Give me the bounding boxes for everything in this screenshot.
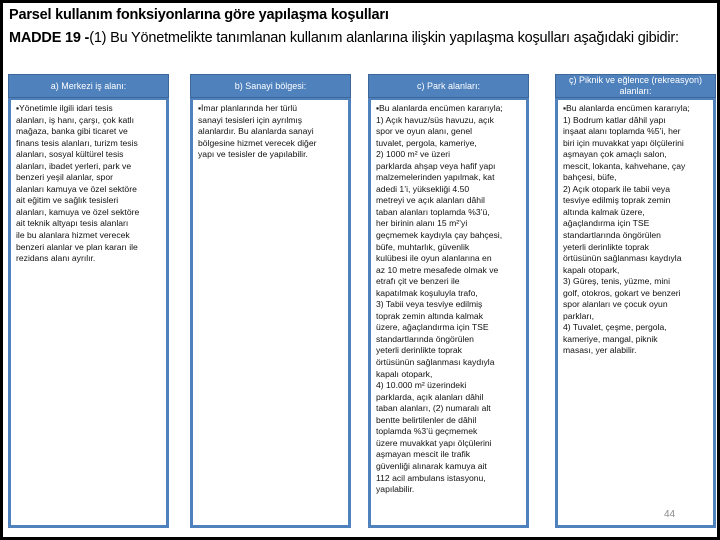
page-number: 44 bbox=[664, 509, 676, 520]
column-heading: a) Merkezi iş alanı: bbox=[8, 74, 169, 98]
column-heading: ç) Piknik ve eğlence (rekreasyon) alanları: bbox=[555, 74, 716, 98]
column-body: ▪Bu alanlarda encümen kararıyla; 1) Bodrum katlar dâhil yapı inşaat alanı toplamda %5’i, her biri için muvakkat yapı ölçülerini aşmayan çok amaçlı salon, mescit, lokanta, kahvehane, çay bahçesi, büfe, 2) Açık otopark ile tabii veya tesviye edilmiş toprak zemin altında kalmak üzere, ağaçlandırma için TSE standartlarında öngörülen yeterli derinlikte toprak örtüsünün sağlanması kaydıyla kapalı otopark, 3) Güreş, tenis, yüzme, mini golf, otokros, gokart ve benzeri spor alanları ve çocuk oyun parkları, 4) Tuvalet, çeşme, pergola, kameriye, mangal, piknik masası, yer alabilir. bbox=[555, 98, 716, 528]
column-body: ▪Yönetimle ilgili idari tesis alanları, iş hanı, çarşı, çok katlı mağaza, banka gibi ticaret ve finans tesis alanları, turizm tesis alanları, sosyal kültürel tesis alanları, ibadet yerleri, park ve benzeri yeşil alanlar, spor alanları kamuya ve özel sektöre ait eğitim ve sağlık tesisleri alanları, kamuya ve özel sektöre ait teknik altyapı tesis alanları ile bu alanlara hizmet verecek benzeri alanlar ve plan kararı ile rezidans alanı ayrılır. bbox=[8, 98, 169, 528]
column-park bbox=[368, 74, 529, 528]
article-text bbox=[9, 30, 679, 46]
slide bbox=[3, 3, 717, 537]
article-label: MADDE 19 - bbox=[9, 30, 90, 46]
column-heading: c) Park alanları: bbox=[368, 74, 529, 98]
column-piknik bbox=[555, 74, 716, 528]
column-sanayi bbox=[190, 74, 351, 528]
article-body: (1) Bu Yönetmelikte tanımlanan kullanım alanlarına ilişkin yapılaşma koşulları aşağıdaki gibidir: bbox=[89, 30, 679, 46]
slide-title: Parsel kullanım fonksiyonlarına göre yapılaşma koşulları bbox=[9, 7, 389, 23]
column-body: ▪Bu alanlarda encümen kararıyla; 1) Açık havuz/süs havuzu, açık spor ve oyun alanı, genel tuvalet, pergola, kameriye, 2) 1000 m² ve üzeri parklarda ahşap veya hafif yapı malzemelerinden yapılmak, kat adedi 1’i, yüksekliği 4.50 metreyi ve açık alanları dâhil taban alanları toplamda %3’ü, her birinin alanı 15 m²’yi geçmemek kaydıyla çay bahçesi, büfe, muhtarlık, güvenlik kulübesi ile oyun alanlarına en az 10 metre mesafede olmak ve etrafı çit ve benzeri ile kapatılmak koşuluyla trafo, 3) Tabii veya tesviye edilmiş toprak zemin altında kalmak üzere, ağaçlandırma için TSE standartlarında öngörülen yeterli derinlikte toprak örtüsünün sağlanması kaydıyla kapalı otopark, 4) 10.000 m² üzerindeki parklarda, açık alanları dâhil taban alanları, (2) numaralı alt bentte belirtilenler de dâhil toplamda %3’ü geçmemek üzere muvakkat yapı ölçülerini aşmayan mescit ile trafik güvenliği alınarak kamuya ait 112 acil ambulans istasyonu, yapılabilir. bbox=[368, 98, 529, 528]
column-body: ▪İmar planlarında her türlü sanayi tesisleri için ayrılmış alanlardır. Bu alanlarda sanayi bölgesine hizmet verecek diğer yapı ve tesisler de yapılabilir. bbox=[190, 98, 351, 528]
column-merkezi-is bbox=[8, 74, 169, 528]
column-heading: b) Sanayi bölgesi: bbox=[190, 74, 351, 98]
